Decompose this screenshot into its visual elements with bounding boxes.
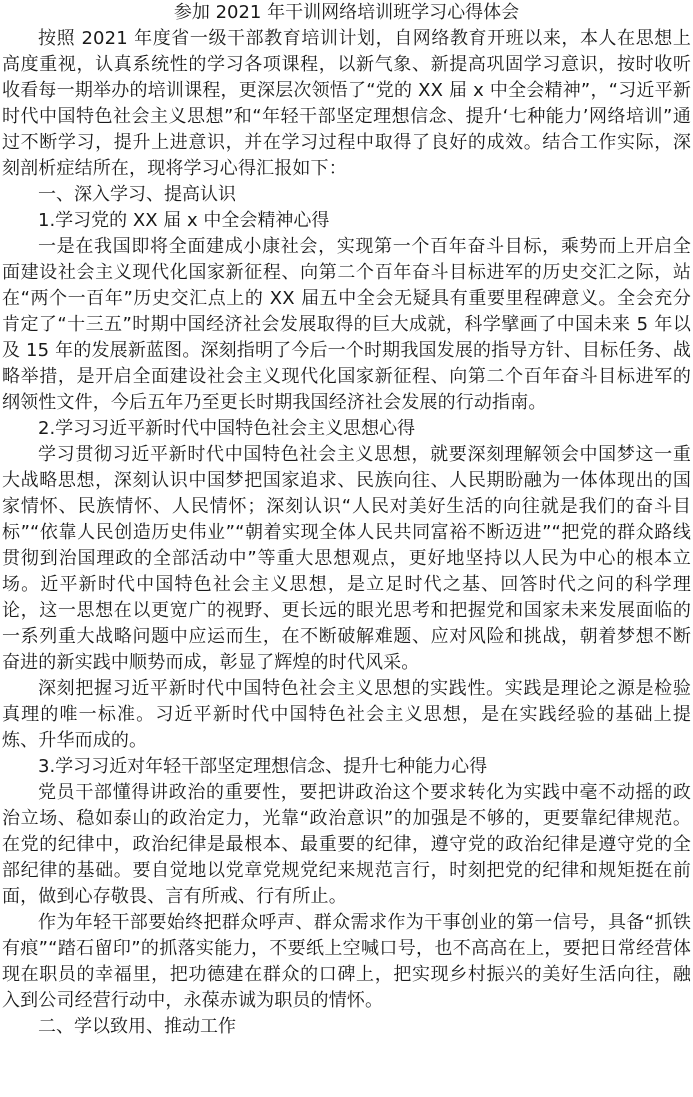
intro-paragraph: 按照 2021 年度省一级干部教育培训计划，自网络教育开班以来，本人在思想上高度重视，认真系统性的学习各项课程，以新气象、新提高巩固学习意识，按时收听收看每一期举办的培训课程，更深层次领悟了“党的 XX 届 x 中全会精神”，“习近平新时代中国特色社会主义思想”和“年轻干部坚定理想信念、提升‘七种能力’网络培训”通过不断学习，提升上进意识，并在学习过程中取得了良好的成效。结合工作实际，深刻剖析症结所在，现将学习心得汇报如下： xyxy=(2,28,691,179)
section-heading-1: 一、深入学习、提高认识 xyxy=(38,184,236,205)
paragraph-5: 作为年轻干部要始终把群众呼声、群众需求作为干事创业的第一信号，具备“抓铁有痕”“踏石留印”的抓落实能力，不要纸上空喊口号，也不高高在上，要把日常经营体现在职员的幸福里，把功德建在群众的口碑上，把实现乡村振兴的美好生活向往，融入到公司经营行动中，永葆赤诚为职员的情怀。 xyxy=(2,912,691,1011)
paragraph-3: 深刻把握习近平新时代中国特色社会主义思想的实践性。实践是理论之源是检验真理的唯一标准。习近平新时代中国特色社会主义思想，是在实践经验的基础上提炼、升华而成的。 xyxy=(2,678,691,751)
paragraph-1: 一是在我国即将全面建成小康社会，实现第一个百年奋斗目标，乘势而上开启全面建设社会主义现代化国家新征程、向第二个百年奋斗目标进军的历史交汇之际，站在“两个一百年”历史交汇点上的 XX 届五中全会无疑具有重要里程碑意义。全会充分肯定了“十三五”时期中国经济社会发展取得的巨大成就，科学擘画了中国未来 5 年以及 15 年的发展新蓝图。深刻指明了今后一个时期我国发展的指导方针、目标任务、战略举措，是开启全面建设社会主义现代化国家新征程、向第二个百年奋斗目标进军的纲领性文件，今后五年乃至更长时期我国经济社会发展的行动指南。 xyxy=(2,236,691,413)
section-heading-2: 二、学以致用、推动工作 xyxy=(38,1016,236,1037)
subheading-3: 3.学习习近对年轻干部坚定理想信念、提升七种能力心得 xyxy=(38,756,488,777)
document-title: 参加 2021 年干训网络培训班学习心得体会 xyxy=(173,2,520,23)
paragraph-2: 学习贯彻习近平新时代中国特色社会主义思想，就要深刻理解领会中国梦这一重大战略思想，深刻认识中国梦把国家追求、民族向往、人民期盼融为一体体现出的国家情怀、民族情怀、人民情怀；深刻认识“人民对美好生活的向往就是我们的奋斗目标”“依靠人民创造历史伟业”“朝着实现全体人民共同富裕不断迈进”“把党的群众路线贯彻到治国理政的全部活动中”等重大思想观点，更好地坚持以人民为中心的根本立场。近平新时代中国特色社会主义思想，是立足时代之基、回答时代之问的科学理论，这一思想在以更宽广的视野、更长远的眼光思考和把握党和国家未来发展面临的一系列重大战略问题中应运而生，在不断破解难题、应对风险和挑战，朝着梦想不断奋进的新实践中顺势而成，彰显了辉煌的时代风采。 xyxy=(2,444,691,673)
subheading-2: 2.学习习近平新时代中国特色社会主义思想心得 xyxy=(38,418,416,439)
paragraph-4: 党员干部懂得讲政治的重要性，要把讲政治这个要求转化为实践中毫不动摇的政治立场、稳如泰山的政治定力，光靠“政治意识”的加强是不够的，更要靠纪律规范。在党的纪律中，政治纪律是最根本、最重要的纪律，遵守党的政治纪律是遵守党的全部纪律的基础。要自觉地以党章党规党纪来规范言行，时刻把党的纪律和规矩挺在前面，做到心存敬畏、言有所戒、行有所止。 xyxy=(2,782,691,907)
subheading-1: 1.学习党的 XX 届 x 中全会精神心得 xyxy=(38,210,330,231)
